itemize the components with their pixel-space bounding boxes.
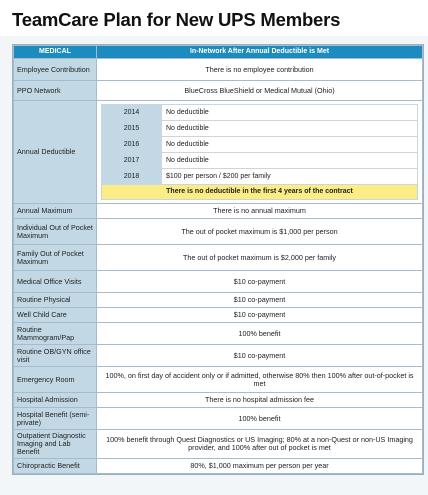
deductible-subtable (101, 104, 418, 200)
row-value: $10 co-payment (97, 345, 423, 367)
row-value: $10 co-payment (97, 271, 423, 293)
table-row (14, 245, 423, 271)
deductible-row (102, 105, 418, 121)
deductible-year: 2015 (102, 121, 162, 137)
deductible-text: $100 per person / $200 per family (162, 169, 418, 185)
row-value: 100% benefit (97, 408, 423, 430)
table-row (14, 204, 423, 219)
row-value: 80%, $1,000 maximum per person per year (97, 459, 423, 474)
deductible-row (102, 169, 418, 185)
table-row (14, 219, 423, 245)
deductible-year: 2018 (102, 169, 162, 185)
deductible-text: No deductible (162, 121, 418, 137)
deductible-row (102, 137, 418, 153)
table-row (14, 367, 423, 393)
row-value: 100% benefit (97, 323, 423, 345)
deductible-year: 2014 (102, 105, 162, 121)
row-value: There is no hospital admission fee (97, 393, 423, 408)
table-row (14, 459, 423, 474)
row-label: Chiropractic Benefit (14, 459, 97, 474)
row-label: Hospital Benefit (semi-private) (14, 408, 97, 430)
benefits-table (12, 44, 424, 475)
deductible-text: No deductible (162, 153, 418, 169)
deductible-subtable-cell (97, 101, 423, 204)
row-value: $10 co-payment (97, 293, 423, 308)
deductible-note: There is no deductible in the first 4 years of the contract (102, 185, 418, 200)
table-row (14, 323, 423, 345)
row-label: Annual Maximum (14, 204, 97, 219)
deductible-year: 2017 (102, 153, 162, 169)
deductible-text: No deductible (162, 105, 418, 121)
row-value: 100%, on first day of accident only or if admitted, otherwise 80% then 100% after out-of-pocket is met (97, 367, 423, 393)
deductible-row (102, 153, 418, 169)
table-row (14, 59, 423, 81)
table-row (14, 408, 423, 430)
row-label: Medical Office Visits (14, 271, 97, 293)
row-label: Annual Deductible (14, 101, 97, 204)
row-value: BlueCross BlueShield or Medical Mutual (Ohio) (97, 81, 423, 101)
table-row (14, 293, 423, 308)
deductible-note-row (102, 185, 418, 200)
row-label: Individual Out of Pocket Maximum (14, 219, 97, 245)
deductible-text: No deductible (162, 137, 418, 153)
row-value: There is no employee contribution (97, 59, 423, 81)
table-row-annual-deductible (14, 101, 423, 204)
row-label: Routine OB/GYN office visit (14, 345, 97, 367)
row-label: Outpatient Diagnostic Imaging and Lab Benefit (14, 430, 97, 459)
page-title: TeamCare Plan for New UPS Members (12, 9, 341, 30)
table-row (14, 271, 423, 293)
header-in-network: In-Network After Annual Deductible is Met (97, 46, 423, 59)
deductible-year: 2016 (102, 137, 162, 153)
table-row (14, 308, 423, 323)
row-value: The out of pocket maximum is $1,000 per person (97, 219, 423, 245)
row-value: 100% benefit through Quest Diagnostics or US Imaging; 80% at a non-Quest or non-US Imaging provider, and 100% after out of pocket is met (97, 430, 423, 459)
row-label: Well Child Care (14, 308, 97, 323)
row-label: PPO Network (14, 81, 97, 101)
table-row (14, 81, 423, 101)
row-label: Employee Contribution (14, 59, 97, 81)
row-label: Routine Physical (14, 293, 97, 308)
row-value: The out of pocket maximum is $2,000 per family (97, 245, 423, 271)
row-label: Family Out of Pocket Maximum (14, 245, 97, 271)
row-value: $10 co-payment (97, 308, 423, 323)
row-label: Hospital Admission (14, 393, 97, 408)
header-medical: MEDICAL (14, 46, 97, 59)
row-value: There is no annual maximum (97, 204, 423, 219)
table-row (14, 345, 423, 367)
row-label: Routine Mammogram/Pap (14, 323, 97, 345)
table-row (14, 430, 423, 459)
table-row (14, 393, 423, 408)
row-label: Emergency Room (14, 367, 97, 393)
deductible-row (102, 121, 418, 137)
